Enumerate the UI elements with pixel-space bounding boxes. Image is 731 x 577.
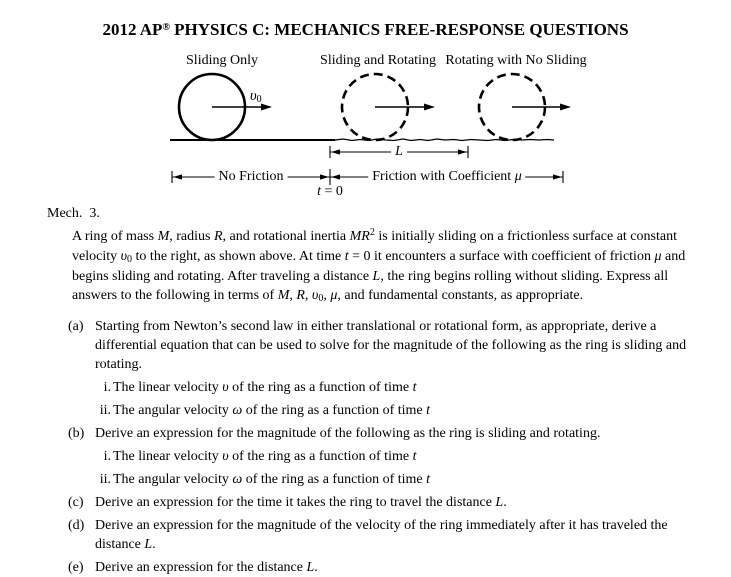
velocity-arrowhead <box>560 104 571 111</box>
part-b-ii-text: The angular velocity ω of the ring as a function of time t <box>113 472 431 487</box>
distance-L-label: L <box>391 144 407 160</box>
velocity-arrowhead <box>261 104 272 111</box>
part-d-label: (d) <box>68 518 85 533</box>
part-b-i-text: The linear velocity υ of the ring as a function of time t <box>113 449 417 464</box>
part-a-ii-text: The angular velocity ω of the ring as a function of time t <box>113 403 431 418</box>
part-a-ii-label: ii. <box>99 403 111 418</box>
question-body <box>0 204 731 577</box>
part-a-i-text: The linear velocity υ of the ring as a function of time t <box>113 380 417 395</box>
caption-sliding-only: Sliding Only <box>186 53 258 68</box>
part-a-subpart-i <box>47 378 703 397</box>
velocity-arrowhead <box>424 104 435 111</box>
part-b-i-label: i. <box>103 449 111 464</box>
part-e-text: Derive an expression for the distance L. <box>95 560 318 575</box>
part-b-text: Derive an expression for the magnitude of the following as the ring is sliding and rotating. <box>95 426 601 441</box>
caption-rotating-no-sliding: Rotating with No Sliding <box>445 53 587 68</box>
question-number: Mech. 3. <box>47 206 100 221</box>
part-c <box>47 493 703 512</box>
part-e-label: (e) <box>68 560 84 575</box>
part-a-label: (a) <box>68 319 84 334</box>
friction-coefficient-label: Friction with Coefficient μ <box>368 169 525 185</box>
part-b-subpart-i <box>47 447 703 466</box>
part-a <box>47 317 703 374</box>
part-b-ii-label: ii. <box>99 472 111 487</box>
part-b-label: (b) <box>68 426 85 441</box>
no-friction-label: No Friction <box>215 169 288 185</box>
part-e <box>47 558 703 577</box>
page-title: 2012 AP® PHYSICS C: MECHANICS FREE-RESPONSE QUESTIONS <box>102 20 629 39</box>
diagram-canvas <box>0 50 731 200</box>
part-b-subpart-ii <box>47 470 703 489</box>
ring-sliding-only <box>179 74 272 140</box>
part-d-text: Derive an expression for the magnitude of the velocity of the ring immediately after it has traveled the distance L. <box>95 518 668 552</box>
part-a-subpart-ii <box>47 401 703 420</box>
part-d <box>47 516 703 554</box>
part-c-text: Derive an expression for the time it takes the ring to travel the distance L. <box>95 495 507 510</box>
part-b <box>47 424 703 443</box>
friction-diagram <box>0 50 731 200</box>
part-c-label: (c) <box>68 495 84 510</box>
initial-velocity-label: υ0 <box>250 88 262 105</box>
part-a-i-label: i. <box>103 380 111 395</box>
ring-rolling-no-sliding <box>479 74 571 140</box>
ring-sliding-rotating <box>342 74 435 140</box>
time-zero-label: t = 0 <box>317 184 343 199</box>
question-intro: A ring of mass M, radius R, and rotational inertia $MR^2$ is initially sliding on a frictionless surface at constant velocity υ0 to the right, as shown above. At time t = 0 it encounters a surface with coefficient of friction μ and begins sliding and rotating. After traveling a distance L, the ring begins rolling without sliding. Express all answers to the following in terms of M, R, υ0, μ, and fundamental constants, as appropriate. <box>72 227 686 304</box>
caption-sliding-and-rotating: Sliding and Rotating <box>320 53 436 68</box>
part-a-text: Starting from Newton’s second law in either translational or rotational form, as appropriate, derive a differential equation that can be used to solve for the magnitude of the following as the ring is sliding and rotating. <box>95 319 687 372</box>
